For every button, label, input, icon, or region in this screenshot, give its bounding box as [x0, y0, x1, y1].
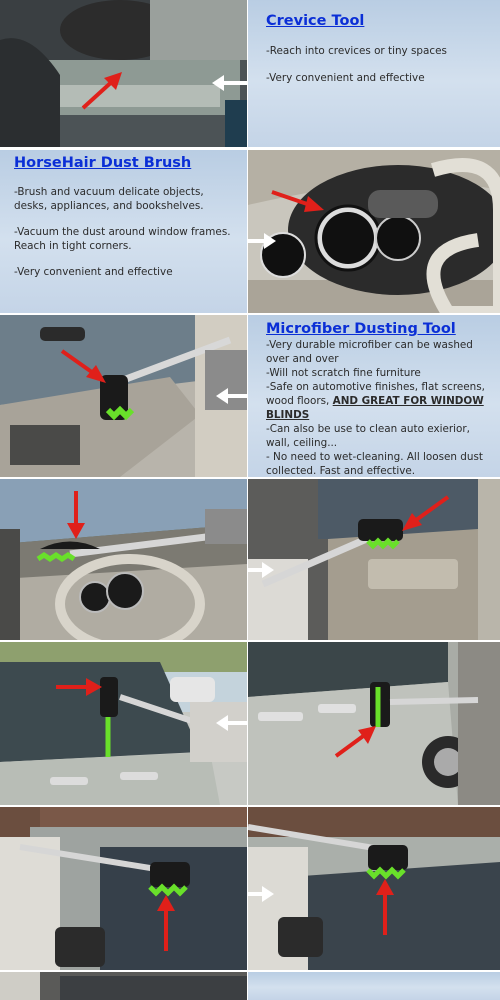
red-arrow-icon — [374, 877, 396, 937]
red-arrow-icon — [78, 68, 128, 113]
car-window-exterior-photo — [0, 642, 247, 805]
windshield-dusting-image — [0, 315, 247, 477]
horsehair-brush-title[interactable]: HorseHair Dust Brush — [14, 155, 192, 171]
horsehair-brush-line-3: -Very convenient and effective — [14, 266, 173, 278]
dashboard-gauges-image — [248, 150, 500, 313]
car-roof-dusting-image — [0, 807, 247, 970]
red-arrow-icon — [398, 493, 453, 535]
microfiber-tool-panel — [248, 315, 500, 477]
partial-panel — [248, 972, 500, 1000]
red-arrow-icon — [52, 676, 104, 698]
microfiber-line-3 — [266, 380, 492, 422]
crevice-tool-photo — [0, 0, 247, 147]
microfiber-tool-title[interactable]: Microfiber Dusting Tool — [266, 321, 456, 337]
microfiber-tool-photo-1 — [0, 315, 247, 477]
white-arrow-icon — [248, 561, 276, 579]
horsehair-brush-photo — [248, 150, 500, 313]
white-arrow-icon — [214, 714, 247, 732]
horsehair-brush-line-1: -Brush and vacuum delicate objects, desks, appliances, and bookshelves. — [14, 186, 204, 212]
horsehair-brush-panel — [0, 150, 247, 313]
microfiber-line-5: - No need to wet-cleaning. All loosen dust collected. Fast and effective. — [266, 451, 483, 477]
red-arrow-icon — [155, 893, 177, 953]
car-window-exterior-image — [0, 642, 247, 805]
door-panel-dusting-photo — [248, 479, 500, 640]
crevice-tool-line-2: -Very convenient and effective — [266, 72, 425, 84]
white-arrow-icon — [248, 885, 276, 903]
door-panel-dusting-image — [248, 479, 500, 640]
window-blinds-emphasis: AND GREAT FOR WINDOW BLINDS — [266, 395, 484, 421]
white-arrow-icon — [210, 74, 247, 92]
red-arrow-icon — [332, 722, 380, 760]
crevice-tool-panel — [248, 0, 500, 147]
dashboard-dusting-photo — [0, 479, 247, 640]
car-roof-dusting-photo — [0, 807, 247, 970]
microfiber-line-1: -Very durable microfiber can be washed over and over — [266, 339, 473, 365]
microfiber-line-4: -Can also be use to clean auto exierior, wall, ceiling... — [266, 423, 470, 449]
dashboard-dusting-image — [0, 479, 247, 640]
crevice-tool-line-1: -Reach into crevices or tiny spaces — [266, 45, 447, 57]
car-door-exterior-photo — [248, 642, 500, 805]
red-arrow-icon — [58, 347, 110, 387]
car-windshield-roof-photo — [248, 807, 500, 970]
horsehair-brush-line-2: -Vacuum the dust around window frames. Reach in tight corners. — [14, 226, 231, 252]
red-arrow-icon — [64, 489, 86, 541]
crevice-tool-title[interactable]: Crevice Tool — [266, 13, 365, 29]
partial-photo — [0, 972, 247, 1000]
partial-car-image — [0, 972, 247, 1000]
microfiber-line-2: -Will not scratch fine furniture — [266, 367, 421, 379]
white-arrow-icon — [214, 387, 247, 405]
microfiber-line-3-text: -Safe on automotive finishes, flat screens, wood floors, — [266, 381, 485, 407]
white-arrow-icon — [248, 232, 278, 250]
red-arrow-icon — [268, 186, 328, 216]
